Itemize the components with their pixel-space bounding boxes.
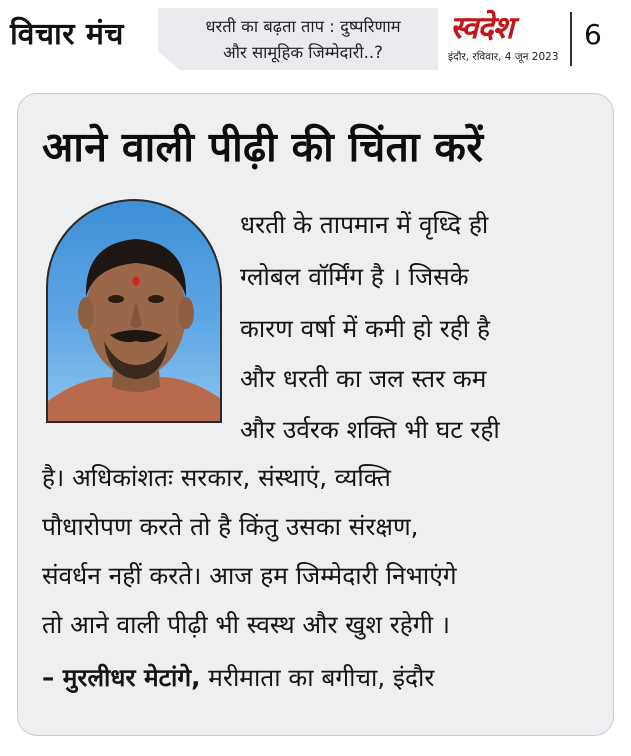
article-line-4: और धरती का जल स्तर कम (240, 364, 487, 393)
author-photo (46, 199, 222, 423)
author-location: मरीमाता का बगीचा, इंदौर (200, 663, 435, 692)
topic-line-2: और सामूहिक जिम्मेदारी..? (223, 43, 383, 62)
header-divider (570, 12, 572, 66)
author-name: – मुरलीधर मेटांगे, (42, 663, 201, 692)
page-number: 6 (584, 18, 602, 51)
article-line-3: कारण वर्षा में कमी हो रही है (240, 314, 490, 343)
article-line-7: पौधारोपण करते तो है किंतु उसका संरक्षण, (42, 512, 419, 541)
dateline: इंदौर, रविवार, 4 जून 2023 (448, 51, 559, 63)
article-line-6: है। अधिकांशतः सरकार, संस्थाएं, व्यक्ति (42, 463, 391, 492)
author-portrait-image (48, 201, 222, 423)
article-line-2: ग्लोबल वॉर्मिंग है । जिसके (240, 262, 469, 291)
article-line-9: तो आने वाली पीढ़ी भी स्वस्थ और खुश रहेगी । (42, 610, 451, 639)
byline (42, 661, 434, 694)
article-headline: आने वाली पीढ़ी की चिंता करें (42, 123, 484, 171)
page-header (0, 0, 631, 78)
topic-line-1: धरती का बढ़ता ताप : दुष्परिणाम (205, 17, 401, 36)
article-line-8: संवर्धन नहीं करते। आज हम जिम्मेदारी निभाएंगे (42, 561, 457, 590)
section-title: विचार मंच (10, 17, 124, 52)
article-line-5: और उर्वरक शक्ति भी घट रही (240, 415, 500, 444)
newspaper-logo: स्वदेश (450, 10, 513, 46)
article-line-1: धरती के तापमान में वृध्दि ही (240, 210, 489, 239)
